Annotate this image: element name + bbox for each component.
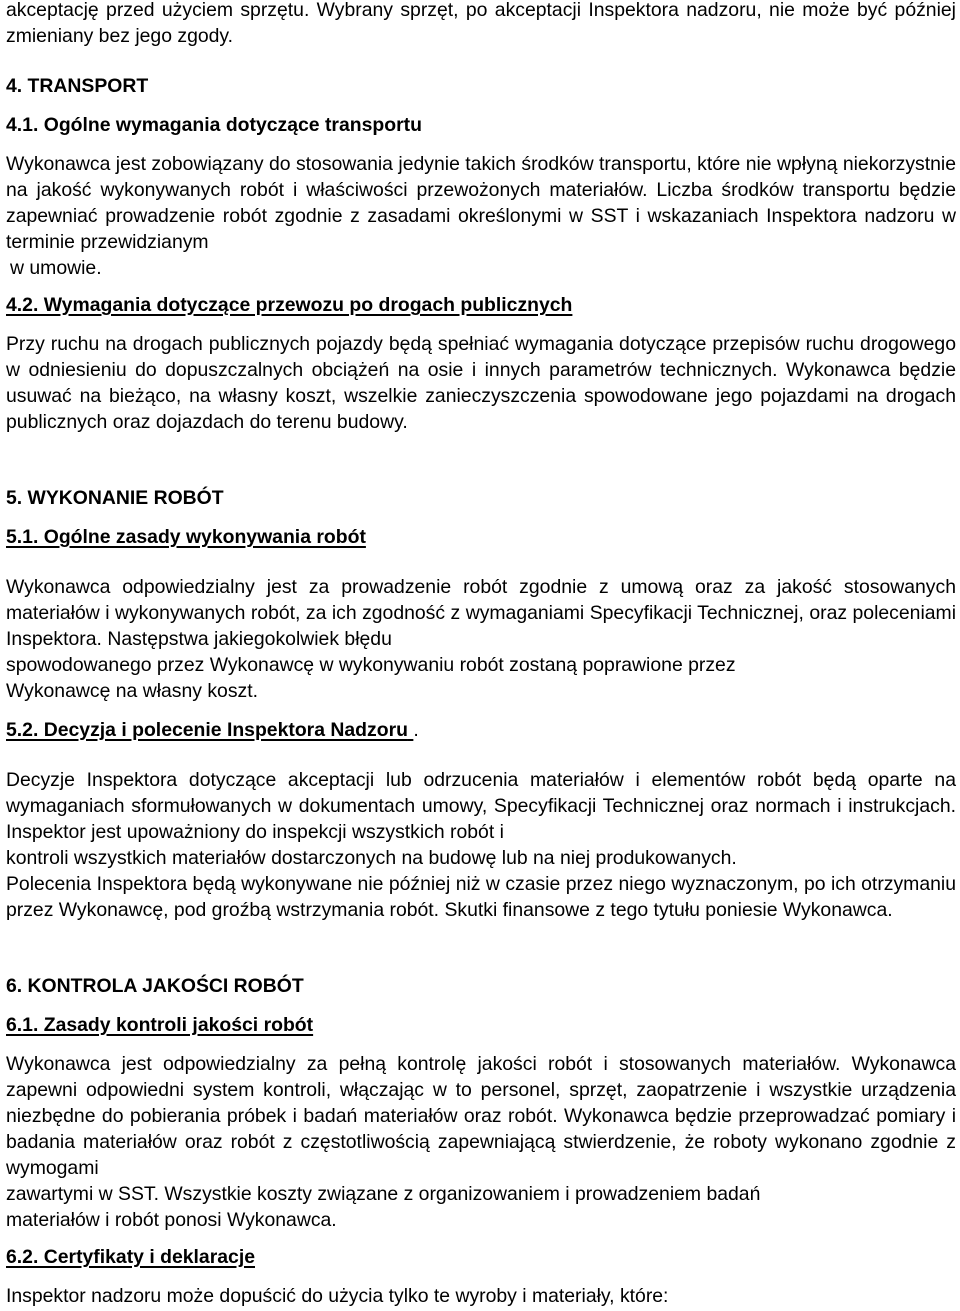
section-5-1-paragraph: Wykonawca odpowiedzialny jest za prowadzenie robót zgodnie z umową oraz za jakość stosowanych materiałów i wykonywanych robót, za ich zgodność z wymaganiami Specyfikacji Technicznej, oraz poleceniami Inspektora. Następstwa jakiegokolwiek błędu — [6, 576, 956, 650]
section-6-1-heading-line — [6, 1012, 956, 1038]
section-4-1-tail-text: w umowie. — [10, 257, 102, 279]
section-4-2-heading: 4.2. Wymagania dotyczące przewozu po drogach publicznych — [6, 294, 573, 316]
section-4-2-heading-line — [6, 292, 956, 318]
section-6-2-heading-line — [6, 1244, 956, 1270]
section-6-1-heading: 6.1. Zasady kontroli jakości robót — [6, 1014, 314, 1036]
section-5-2-paragraph: Decyzje Inspektora dotyczące akceptacji lub odrzucenia materiałów i elementów robót będą oparte na wymaganiach sformułowanych w dokumentach umowy, Specyfikacji Technicznej oraz normach i instrukcjach. Inspektor jest upoważniony do inspekcji wszystkich robót i — [6, 769, 956, 843]
section-4-heading: 4. TRANSPORT — [6, 75, 149, 97]
section-4-1-paragraph: Wykonawca jest zobowiązany do stosowania jedynie takich środków transportu, które nie wpłyną niekorzystnie na jakość wykonywanych robót i właściwości przewożonych materiałów. Liczba środków transportu będzie zapewniać prowadzenie robót zgodnie z zasadami określonymi w SST i wskazaniach Inspektora nadzoru w terminie przewidzianym — [6, 153, 956, 253]
section-4-2-paragraph: Przy ruchu na drogach publicznych pojazdy będą spełniać wymagania dotyczące przepisów ruchu drogowego w odniesieniu do dopuszczalnych obciążeń na osie i innych parametrów technicznych. Wykonawca będzie usuwać na bieżąco, na własny koszt, wszelkie zanieczyszczenia spowodowane jego pojazdami na drogach publicznych oraz dojazdach do terenu budowy. — [6, 333, 956, 433]
section-6-1-paragraph-line7: materiałów i robót ponosi Wykonawca. — [6, 1209, 337, 1231]
section-5-2-heading: 5.2. Decyzja i polecenie Inspektora Nadzoru — [6, 719, 408, 741]
section-5-1-heading-line — [6, 524, 956, 550]
section-5-2-heading-line — [6, 717, 956, 743]
section-4-1-paragraph-tail — [6, 255, 956, 281]
section-5-heading: 5. WYKONANIE ROBÓT — [6, 487, 224, 509]
intro-paragraph: akceptację przed użyciem sprzętu. Wybrany sprzęt, po akceptacji Inspektora nadzoru, nie może być później zmieniany bez jego zgody. — [6, 0, 956, 47]
section-6-1-paragraph: Wykonawca jest odpowiedzialny za pełną kontrolę jakości robót i stosowanych materiałów. Wykonawca zapewni odpowiedni system kontroli, włączając w to personel, sprzęt, zaopatrzenie i wszystkie urządzenia niezbędne do pobierania próbek i badań materiałów oraz robót. Wykonawca będzie przeprowadzać pomiary i badania materiałów oraz robót z częstotliwością zapewniającą stwierdzenie, że roboty wykonano zgodnie z wymogami — [6, 1053, 956, 1179]
section-6-heading: 6. KONTROLA JAKOŚCI ROBÓT — [6, 975, 304, 997]
section-6-1-paragraph-line6: zawartymi w SST. Wszystkie koszty związane z organizowaniem i prowadzeniem badań — [6, 1183, 761, 1205]
section-6-2-heading: 6.2. Certyfikaty i deklaracje — [6, 1246, 255, 1268]
section-6-2-paragraph: Inspektor nadzoru może dopuścić do użycia tylko te wyroby i materiały, które: — [6, 1285, 669, 1307]
section-5-1-paragraph-line5: Wykonawcę na własny koszt. — [6, 680, 259, 702]
section-5-2-polecenia-paragraph: Polecenia Inspektora będą wykonywane nie później niż w czasie przez niego wyznaczonym, po ich otrzymaniu przez Wykonawcę, pod groźbą wstrzymania robót. Skutki finansowe z tego tytułu poniesie Wykonawca. — [6, 873, 956, 921]
section-5-2-paragraph-line4: kontroli wszystkich materiałów dostarczonych na budowę lub na niej produkowanych. — [6, 847, 737, 869]
section-5-1-heading: 5.1. Ogólne zasady wykonywania robót — [6, 526, 366, 548]
section-5-2-heading-dot: . — [413, 719, 419, 741]
section-5-1-paragraph-line4: spowodowanego przez Wykonawcę w wykonywaniu robót zostaną poprawione przez — [6, 654, 736, 676]
section-4-1-heading: 4.1. Ogólne wymagania dotyczące transportu — [6, 114, 422, 136]
